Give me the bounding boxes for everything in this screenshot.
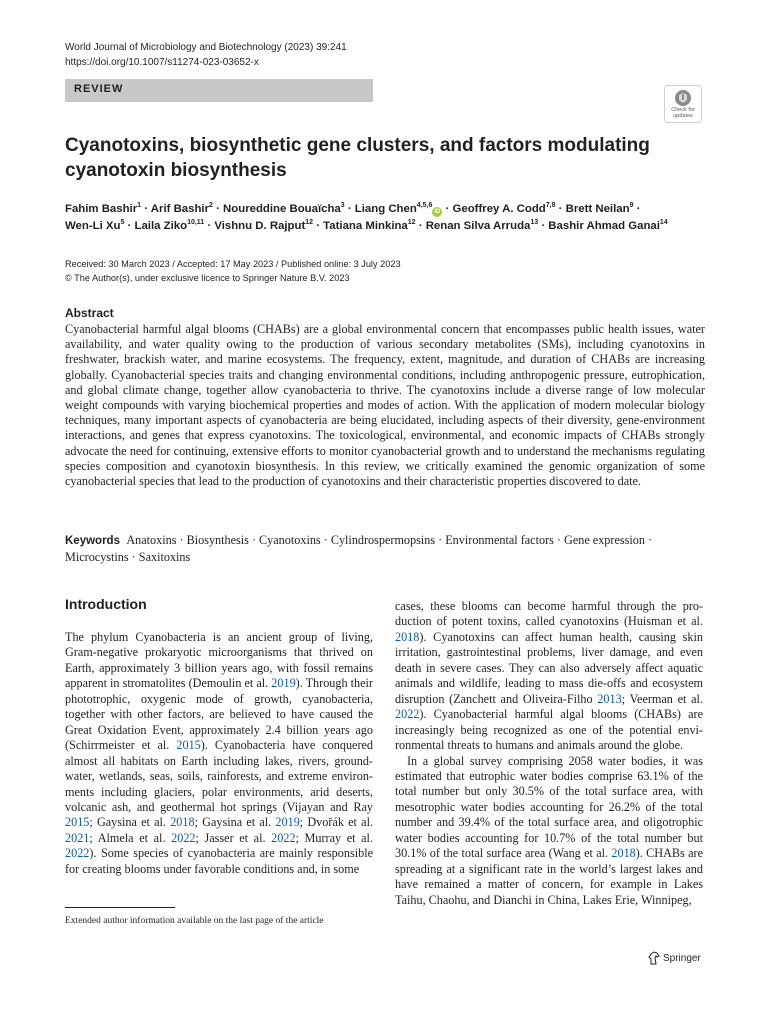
body-column-left	[65, 630, 373, 877]
author-affiliation: 14	[659, 219, 668, 226]
check-updates-icon	[674, 89, 692, 107]
publisher-name: Springer	[663, 952, 701, 964]
author-name[interactable]: Brett Neilan	[565, 203, 630, 215]
citation-link[interactable]: 2013	[597, 691, 622, 706]
footnote-divider	[65, 907, 175, 908]
author-affiliation: 12	[305, 219, 314, 226]
check-updates-text-2: updates	[673, 113, 693, 119]
citation-link[interactable]: 2019	[271, 676, 296, 691]
publication-dates	[65, 257, 401, 285]
author-affiliation: 10,11	[187, 219, 205, 226]
author-line-1: Fahim Bashir$^1$ · Arif Bashir$^2$ · Noureddine Bouaïcha$^3$ · Liang Chen$^{4,5,6}$iD · Geoffrey A. Codd$^{7,8}$ · Brett Neilan$^9$ ·	[65, 202, 641, 215]
citation-link[interactable]: 2022	[395, 707, 420, 722]
author-affiliation: 5	[120, 219, 125, 226]
author-affiliation: 1	[137, 202, 142, 209]
title-line-2: cyanotoxin biosynthesis	[65, 160, 287, 181]
citation-link[interactable]: 2022	[271, 830, 296, 845]
article-type-label: REVIEW	[74, 83, 124, 95]
author-name[interactable]: Arif Bashir	[150, 203, 210, 215]
copyright-notice: © The Author(s), under exclusive licence to Springer Nature B.V. 2023	[65, 273, 350, 283]
author-affiliation: 13	[530, 219, 539, 226]
journal-header	[65, 40, 347, 70]
author-name[interactable]: Liang Chen	[354, 203, 417, 215]
orcid-icon[interactable]: iD	[434, 209, 441, 215]
doi-link[interactable]: https://doi.org/10.1007/s11274-023-03652-x	[65, 57, 259, 68]
citation-link[interactable]: 2015	[176, 738, 201, 753]
author-name[interactable]: Wen-Li Xu	[65, 220, 121, 232]
author-name[interactable]: Geoffrey A. Codd	[452, 203, 546, 215]
author-name[interactable]: Fahim Bashir	[65, 203, 138, 215]
keywords	[65, 532, 705, 565]
citation-link[interactable]: 2018	[170, 815, 195, 830]
check-for-updates-badge[interactable]	[664, 85, 702, 123]
author-name[interactable]: Vishnu D. Rajput	[214, 220, 306, 232]
springer-horse-icon	[648, 951, 660, 965]
check-updates-text-1: Check for	[671, 107, 695, 113]
author-affiliation: 3	[340, 202, 345, 209]
author-affiliation: 9	[629, 202, 634, 209]
footnote: Extended author information available on the last page of the article	[65, 916, 324, 926]
journal-citation: World Journal of Microbiology and Biotechnology (2023) 39:241	[65, 42, 347, 53]
article-title	[65, 133, 705, 183]
abstract-heading: Abstract	[65, 306, 114, 320]
body-column-right	[395, 599, 703, 908]
author-line-2: Wen-Li $Xu^5$ · Laila Ziko$^{10,11}$ · Vishnu D. Rajput$^{12}$ · Tatiana Minkina$^{12}$ · Renan Silva Arruda$^{13}$ · Bashir Ahmad Ganai$^{14}$	[65, 219, 668, 232]
intro-paragraph-2: In a global survey comprising 2058 water bodies, it was estimated that eutrophic water bodies comprise 63.1% of the total number but only 30.5% of the total surface area, with mesotrophic water bodies accounting for 26.2% of the total number and 39.4% of the total surface area, and oligotrophic water bodies accounting for 10.7% of the total number but 30.1% of the total surface area (Wang et al. 2018). CHABs are spreading at a significant rate in the world’s largest lakes and have remained a matter of concern, for example in Lakes Taihu, Chaohu, and Dianchi in China, Lakes Erie, Winnipeg,	[395, 753, 703, 907]
keywords-list: Anatoxins · Biosynthesis · Cyanotoxins · Cylindrospermopsins · Environmental factors · Gene expression · Microcystins · Saxitoxins	[65, 533, 653, 564]
author-affiliation: 2	[209, 202, 213, 209]
intro-paragraph-1: The phylum Cyanobacteria is an ancient group of living, Gram-negative prokaryotic microorganisms that thrived on Earth, approximately 3 billion years ago, with fossil remains apparent in stromatolites (Demoulin et al. 2019). Through their phototrophic, oxygenic mode of growth, cyanobacteria, together with other factors, are believed to have caused the Great Oxidation Event, approximately 2.4 billion years ago (Schirrmeister et al. 2015). Cyanobacteria have conquered almost all habitats on Earth including lakes, rivers, ground-water, wetlands, seas, soils, rainforests, and extreme environ-ments including glaciers, polar environments, arid deserts, volcanic ash, and geothermal hot springs (Vijayan and Ray 2015; Gaysina et al. 2018; Gaysina et al. 2019; Dvořák et al. 2021; Almela et al. 2022; Jasser et al. 2022; Murray et al. 2022). Some species of cyanobacteria are mainly responsible for creating blooms under favorable conditions and, in some	[65, 630, 374, 876]
received-accepted-published: Received: 30 March 2023 / Accepted: 17 May 2023 / Published online: 3 July 2023	[65, 259, 401, 269]
introduction-heading: Introduction	[65, 596, 147, 612]
intro-paragraph-1-cont: cases, these blooms can become harmful through the pro-duction of potent toxins, called cyanotoxins (Huisman et al. 2018). Cyanotoxins can affect human health, causing skin irritation, gastrointestinal problems, liver damage, and even death in severe cases. They can also adversely affect aquatic animals and wildlife, leading to mass die-offs and ecosystem disruption (Zanchett and Oliveira-Filho 2013; Veerman et al. 2022). Cyanobacterial harmful algal blooms (CHABs) are increasingly being recognized as one of the potential envi-ronmental threats to humans and animals around the globe.	[395, 599, 703, 753]
keywords-heading: Keywords	[65, 535, 120, 547]
citation-link[interactable]: 2022	[171, 830, 196, 845]
abstract-text: Cyanobacterial harmful algal blooms (CHABs) are a global environmental concern that encompasses public health issues, water availability, and water quality owing to the production of various secondary metabolites (SMs), including cyanotoxins in freshwater, brackish water, and marine ecosystems. The frequency, extent, magnitude, and duration of CHABs are increasing globally. Cyanobacterial species traits and changing environmental conditions, including anthropogenic pressure, eutrophication, and global climate change, together allow cyanobacteria to thrive. The cyanotoxins include a diverse range of low molecular weight compounds with varying biochemical properties and modes of action. With the application of modern molecular biology techniques, many important aspects of cyanobacteria are being elucidated, including aspects of their diversity, gene-environment interactions, and genes that express cyanotoxins. The toxicological, environmental, and economic impacts of CHABs strongly advocate the need for continuing, extensive efforts to monitor cyanobacterial growth and to understand the mechanisms regulating species composition and cyanotoxin biosynthesis. In this review, we critically examined the genomic organization of some cyanobacterial species that lead to the production of cyanotoxins and their characteristic properties discovered to date.	[65, 322, 705, 489]
title-line-1: Cyanotoxins, biosynthetic gene clusters, and factors modulating	[65, 135, 650, 156]
citation-link[interactable]: 2019	[275, 815, 300, 830]
citation-link[interactable]: 2018	[611, 846, 636, 861]
publisher-logo	[648, 951, 701, 965]
citation-link[interactable]: 2022	[65, 846, 90, 861]
author-name[interactable]: Noureddine Bouaïcha	[223, 203, 341, 215]
citation-link[interactable]: 2018	[395, 629, 420, 644]
author-affiliation: 7,8	[545, 202, 556, 209]
author-name[interactable]: Bashir Ahmad Ganai	[548, 220, 660, 232]
author-list	[65, 201, 705, 235]
citation-link[interactable]: 2021	[65, 830, 90, 845]
author-name[interactable]: Laila Ziko	[134, 220, 188, 232]
author-affiliation: 12	[407, 219, 416, 226]
author-affiliation: 4,5,6	[416, 202, 433, 209]
author-name[interactable]: Tatiana Minkina	[323, 220, 408, 232]
citation-link[interactable]: 2015	[65, 815, 90, 830]
author-name[interactable]: Renan Silva Arruda	[425, 220, 531, 232]
